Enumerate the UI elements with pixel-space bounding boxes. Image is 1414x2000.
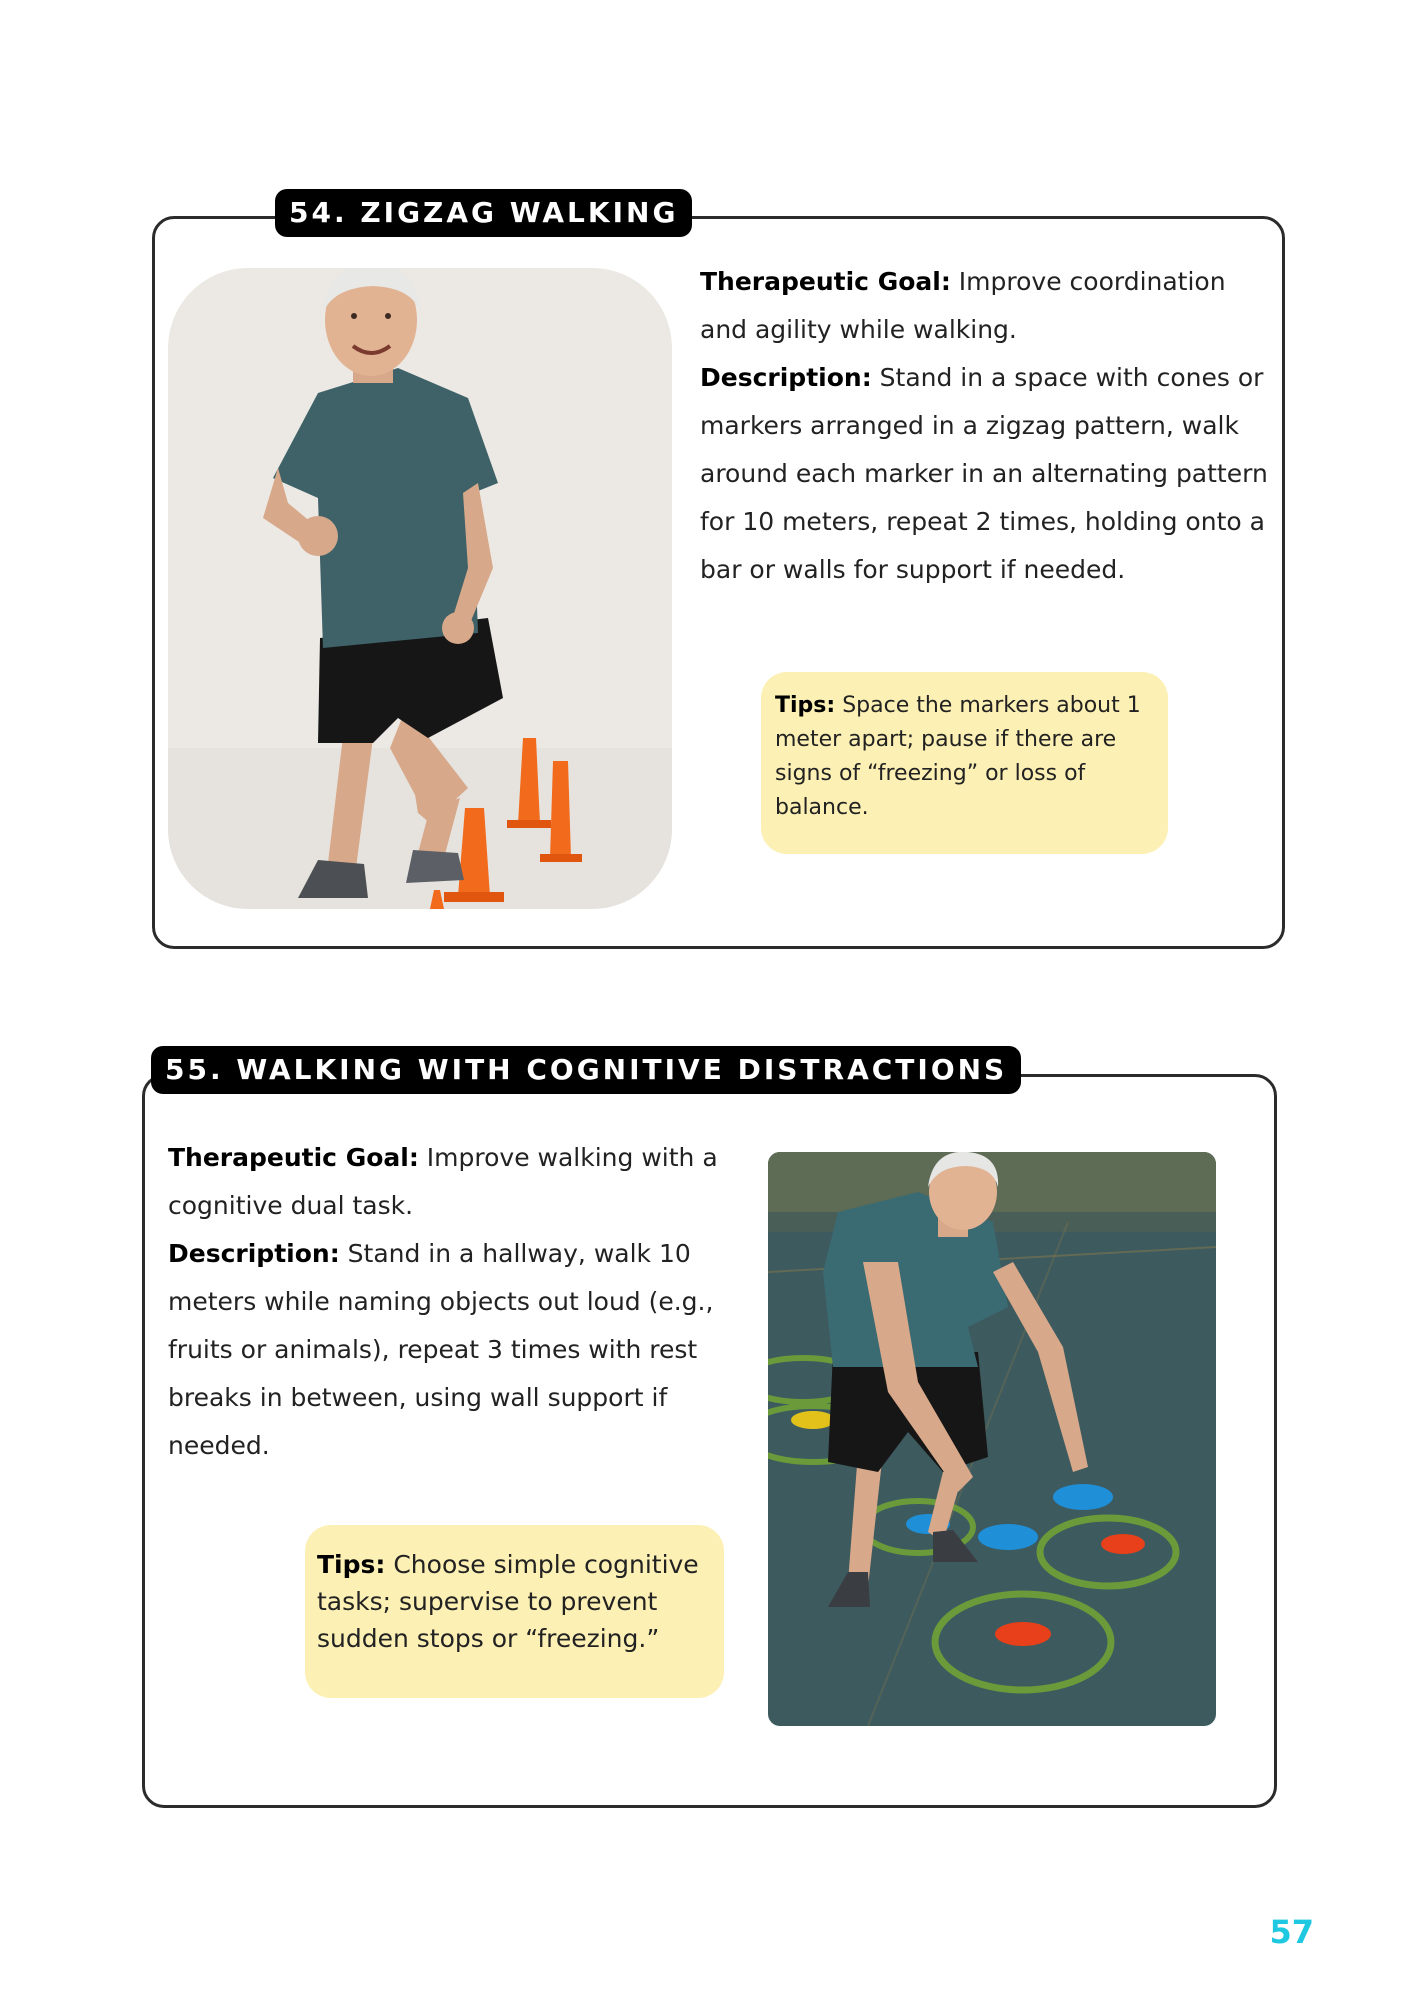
goal-text: Improve walking with a cognitive dual task. bbox=[168, 1143, 718, 1220]
cone-icon bbox=[978, 1524, 1038, 1550]
description-text: Stand in a hallway, walk 10 meters while naming objects out loud (e.g., fruits or animals), repeat 3 times with rest breaks in between, using wall support if needed. bbox=[168, 1239, 714, 1460]
tips-text: Space the markers about 1 meter apart; pause if there are signs of “freezing” or loss of balance. bbox=[775, 693, 1141, 820]
cone-icon bbox=[791, 1411, 835, 1429]
cone-icon bbox=[995, 1622, 1051, 1646]
man-picking-cones-illustration bbox=[768, 1152, 1216, 1726]
tips-box-55 bbox=[305, 1525, 724, 1698]
goal-label: Therapeutic Goal: bbox=[700, 267, 951, 296]
page-number: 57 bbox=[1269, 1913, 1314, 1951]
description-paragraph bbox=[700, 354, 1280, 594]
exercise-photo-55 bbox=[768, 1152, 1216, 1726]
exercise-photo-54 bbox=[168, 268, 672, 909]
tips-text: Choose simple cognitive tasks; supervise to prevent sudden stops or “freezing.” bbox=[317, 1550, 699, 1653]
therapeutic-goal-paragraph bbox=[168, 1134, 738, 1230]
goal-text: Improve coordination and agility while walking. bbox=[700, 267, 1226, 344]
exercise-text-54 bbox=[700, 258, 1280, 594]
description-text: Stand in a space with cones or markers arranged in a zigzag pattern, walk around each marker in an alternating pattern for 10 meters, repeat 2 times, holding onto a bar or walls for support if needed. bbox=[700, 363, 1268, 584]
description-label: Description: bbox=[700, 363, 872, 392]
exercise-title-55: 55. WALKING WITH COGNITIVE DISTRACTIONS bbox=[151, 1046, 1021, 1094]
tips-label: Tips: bbox=[775, 693, 836, 718]
exercise-title-54: 54. ZIGZAG WALKING bbox=[275, 189, 692, 237]
tips-box-54 bbox=[761, 672, 1168, 854]
description-label: Description: bbox=[168, 1239, 340, 1268]
tips-label: Tips: bbox=[317, 1550, 386, 1579]
description-paragraph bbox=[168, 1230, 738, 1470]
cone-icon bbox=[1053, 1484, 1113, 1510]
man-walking-cones-illustration bbox=[168, 268, 672, 909]
cone-icon bbox=[1101, 1534, 1145, 1554]
therapeutic-goal-paragraph bbox=[700, 258, 1280, 354]
exercise-text-55 bbox=[168, 1134, 738, 1470]
goal-label: Therapeutic Goal: bbox=[168, 1143, 419, 1172]
